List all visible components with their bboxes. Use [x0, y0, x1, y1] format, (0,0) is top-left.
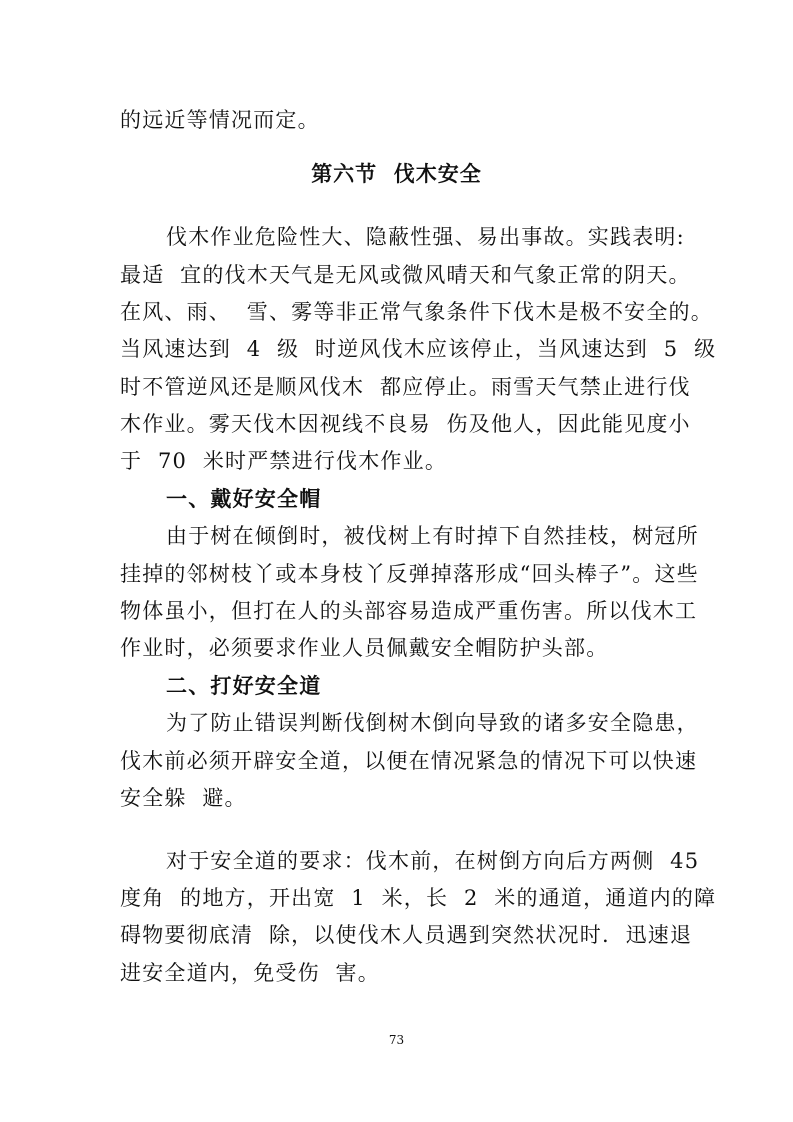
paragraph-line: 作业时，必须要求作业人员佩戴安全帽防护头部。	[120, 636, 609, 660]
paragraph-line: 伐木作业危险性大、隐蔽性强、易出事故。实践表明:	[166, 225, 685, 249]
section-title: 第六节 伐木安全	[311, 162, 482, 186]
paragraph-line: 安全躲 避。	[120, 786, 247, 810]
carryover-text-line: 的远近等情况而定。	[120, 108, 320, 132]
paragraph-line: 碍物要彻底清 除，以使伐木人员遇到突然状况时. 迅速退	[120, 923, 693, 947]
paragraph-line: 由于树在倾倒时，被伐树上有时掉下自然挂枝，树冠所	[166, 524, 699, 548]
paragraph-line: 当风速达到 4 级 时逆风伐木应该停止，当风速达到 5 级	[120, 337, 717, 361]
paragraph-line: 木作业。雾天伐木因视线不良易 伤及他人，因此能见度小	[120, 412, 691, 436]
paragraph-line: 最适 宜的伐木天气是无风或微风晴天和气象正常的阴天。	[120, 263, 691, 287]
paragraph-line: 时不管逆风还是顺风伐木 都应停止。雨雪天气禁止进行伐	[120, 375, 691, 399]
paragraph-line: 对于安全道的要求：伐木前，在树倒方向后方两侧 45	[166, 849, 700, 873]
paragraph-line: 在风、雨、 雪、雾等非正常气象条件下伐木是极不安全的。	[120, 300, 713, 324]
subsection-heading-helmet: 一、戴好安全帽	[166, 487, 322, 511]
paragraph-line: 进安全道内，免受伤 害。	[120, 961, 380, 985]
page-number: 73	[388, 1033, 405, 1047]
paragraph-line: 度角 的地方，开出宽 1 米，长 2 米的通道，通道内的障	[120, 886, 717, 910]
paragraph-line: 挂掉的邻树枝丫或本身枝丫反弹掉落形成“回头棒子”。这些	[120, 562, 699, 586]
paragraph-line: 伐木前必须开辟安全道，以便在情况紧急的情况下可以快速	[120, 749, 698, 773]
subsection-heading-safety-path: 二、打好安全道	[166, 674, 322, 698]
paragraph-line: 于 70 米时严禁进行伐木作业。	[120, 449, 448, 473]
paragraph-line: 物体虽小，但打在人的头部容易造成严重伤害。所以伐木工	[120, 599, 698, 623]
paragraph-line: 为了防止错误判断伐倒树木倒向导致的诸多安全隐患，	[166, 711, 699, 735]
